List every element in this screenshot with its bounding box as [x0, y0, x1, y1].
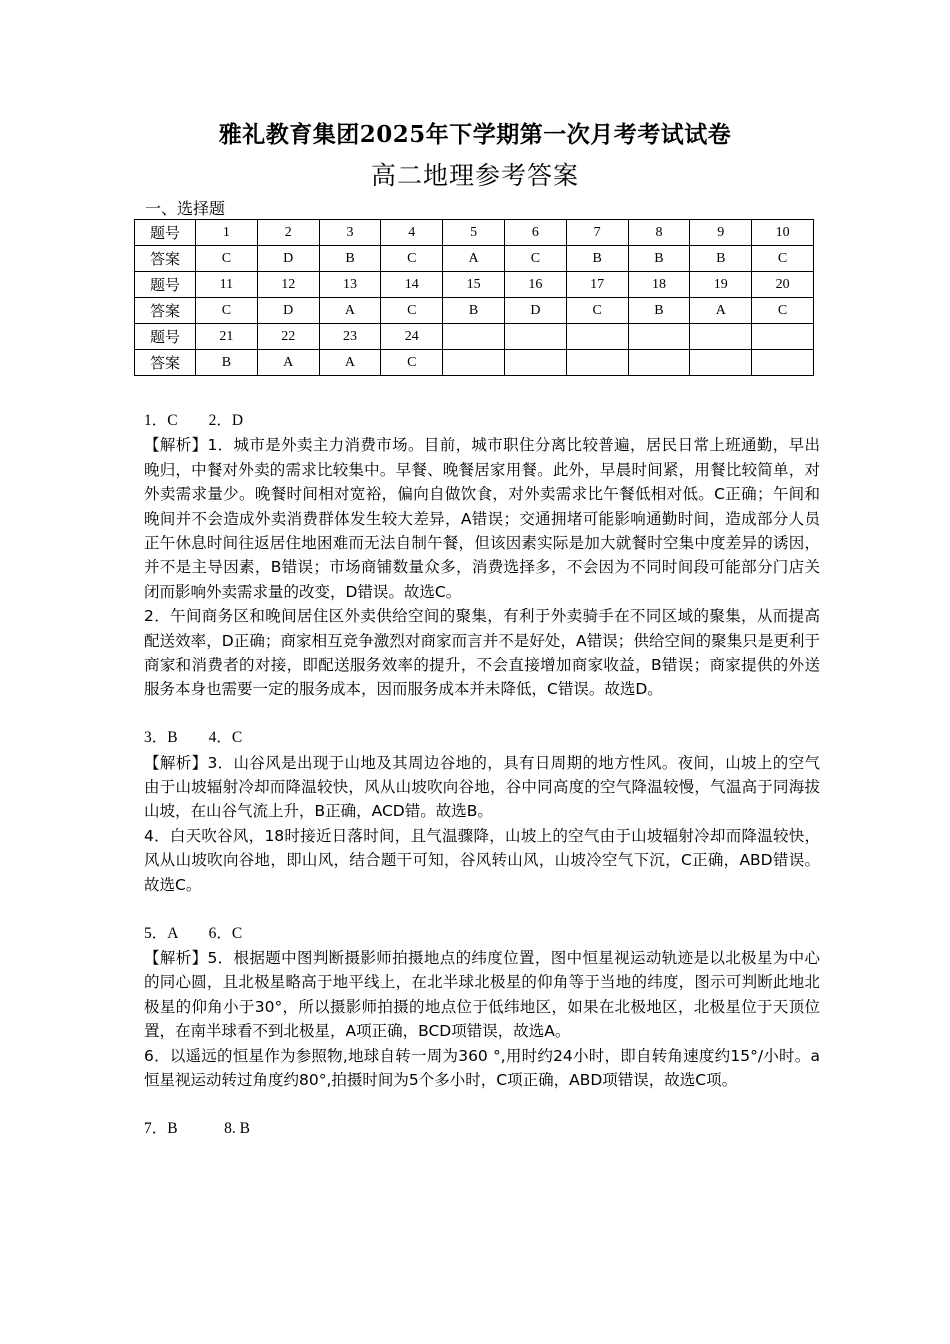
table-cell	[566, 324, 628, 350]
table-cell: B	[628, 298, 690, 324]
table-cell: B	[690, 246, 752, 272]
table-row	[135, 350, 814, 376]
table-cell: C	[752, 298, 814, 324]
table-row	[135, 246, 814, 272]
table-cell: 22	[257, 324, 319, 350]
table-cell: 7	[566, 220, 628, 246]
analysis-q1: 【解析】1．城市是外卖主力消费市场。目前，城市职住分离比较普遍，居民日常上班通勤，早出晚归，中餐对外卖的需求比较集中。早餐、晚餐居家用餐。此外，早晨时间紧，用餐比较简单，对外卖需求量少。晚餐时间相对宽裕，偏向自做饮食，对外卖需求比午餐低相对低。C正确；午间和晚间并不会造成外卖消费群体发生较大差异，A错误；交通拥堵可能影响通勤时间，造成部分人员正午休息时间往返居住地困难而无法自制午餐，但该因素实际是加大就餐时空集中度差异的诱因，并不是主导因素，B错误；市场商铺数量众多，消费选择多，不会因为不同时间段可能部分门店关闭而影响外卖需求量的改变，D错误。故选C。	[144, 436, 820, 601]
table-cell	[443, 350, 505, 376]
table-cell: 1	[196, 220, 258, 246]
table-cell: 17	[566, 272, 628, 298]
table-cell: B	[566, 246, 628, 272]
table-cell: A	[443, 246, 505, 272]
table-cell: 14	[381, 272, 443, 298]
table-cell: 21	[196, 324, 258, 350]
row-label: 答案	[135, 298, 196, 324]
answer-line-q3-q4: 3．B 4．C	[144, 729, 243, 747]
table-cell: 2	[257, 220, 319, 246]
table-row	[135, 324, 814, 350]
table-cell: A	[319, 350, 381, 376]
table-cell	[752, 324, 814, 350]
section-heading: 一、选择题	[145, 199, 226, 218]
table-cell: 23	[319, 324, 381, 350]
table-cell	[504, 350, 566, 376]
table-cell: A	[257, 350, 319, 376]
analysis-q6: 6．以遥远的恒星作为参照物,地球自转一周为360 °,用时约24小时，即自转角速度约15°/小时。a恒星视运动转过角度约80°,拍摄时间为5个多小时，C项正确，ABD项错误，故选C项。	[144, 1046, 820, 1089]
row-label: 答案	[135, 246, 196, 272]
table-cell: C	[504, 246, 566, 272]
table-cell: 3	[319, 220, 381, 246]
table-cell: D	[257, 246, 319, 272]
answer-line-q7-q8: 7．B 8. B	[144, 1119, 250, 1137]
table-cell: 6	[504, 220, 566, 246]
table-cell: B	[319, 246, 381, 272]
row-label: 题号	[135, 324, 196, 350]
table-cell	[443, 324, 505, 350]
table-cell: 5	[443, 220, 505, 246]
answer-line-q1-q2: 1．C 2．D	[144, 412, 244, 429]
table-cell	[690, 324, 752, 350]
table-row	[135, 220, 814, 246]
table-cell	[566, 350, 628, 376]
table-cell: C	[566, 298, 628, 324]
table-cell: B	[443, 298, 505, 324]
table-cell: 12	[257, 272, 319, 298]
row-label: 答案	[135, 350, 196, 376]
answer-explanations	[144, 409, 820, 1141]
table-cell: 15	[443, 272, 505, 298]
table-cell: 13	[319, 272, 381, 298]
table-cell	[628, 324, 690, 350]
table-cell: 8	[628, 220, 690, 246]
table-cell	[752, 350, 814, 376]
table-cell	[504, 324, 566, 350]
table-cell: 10	[752, 220, 814, 246]
table-cell: 19	[690, 272, 752, 298]
row-label: 题号	[135, 272, 196, 298]
table-cell: 4	[381, 220, 443, 246]
table-cell: D	[504, 298, 566, 324]
table-cell: 20	[752, 272, 814, 298]
table-cell: 16	[504, 272, 566, 298]
table-cell: C	[381, 298, 443, 324]
analysis-q3: 【解析】3．山谷风是出现于山地及其周边谷地的，具有日周期的地方性风。夜间，山坡上的空气由于山坡辐射冷却而降温较快，风从山坡吹向谷地，谷中同高度的空气降温较慢，气温高于同海拔山坡，在山谷气流上升，B正确，ACD错。故选B。	[144, 753, 820, 821]
answer-table	[134, 219, 814, 376]
table-cell	[690, 350, 752, 376]
table-cell: 18	[628, 272, 690, 298]
row-label: 题号	[135, 220, 196, 246]
table-cell: A	[319, 298, 381, 324]
table-cell: 24	[381, 324, 443, 350]
table-cell: A	[690, 298, 752, 324]
document-title: 雅礼教育集团2025年下学期第一次月考考试试卷	[218, 121, 732, 148]
table-row	[135, 272, 814, 298]
answer-line-q5-q6: 5．A 6．C	[144, 924, 243, 942]
document-subtitle: 高二地理参考答案	[370, 161, 579, 190]
table-cell: 11	[196, 272, 258, 298]
table-cell: C	[381, 246, 443, 272]
analysis-q5: 【解析】5．根据题中图判断摄影师拍摄地点的纬度位置，图中恒星视运动轨迹是以北极星为中心的同心圆，且北极星略高于地平线上，在北半球北极星的仰角等于当地的纬度，图示可判断此地北极星的仰角小于30°，所以摄影师拍摄的地点位于低纬地区，如果在北极地区，北极星位于天顶位置，在南半球看不到北极星，A项正确，BCD项错误，故选A。	[144, 948, 820, 1041]
table-cell: B	[196, 350, 258, 376]
analysis-q2: 2．午间商务区和晚间居住区外卖供给空间的聚集，有利于外卖骑手在不同区域的聚集，从而提高配送效率，D正确；商家相互竞争激烈对商家而言并不是好处，A错误；供给空间的聚集只是更利于商家和消费者的对接，即配送服务效率的提升，不会直接增加商家收益，B错误；商家提供的外送服务本身也需要一定的服务成本，因而服务成本并未降低，C错误。故选D。	[144, 607, 820, 699]
table-cell: B	[628, 246, 690, 272]
table-cell: 9	[690, 220, 752, 246]
table-cell: C	[752, 246, 814, 272]
table-cell: C	[381, 350, 443, 376]
table-cell: C	[196, 298, 258, 324]
table-cell: D	[257, 298, 319, 324]
analysis-q4: 4．白天吹谷风，18时接近日落时间，且气温骤降，山坡上的空气由于山坡辐射冷却而降温较快，风从山坡吹向谷地，即山风，结合题干可知，谷风转山风，山坡冷空气下沉，C正确，ABD错误。故选C。	[144, 826, 820, 894]
table-cell	[628, 350, 690, 376]
table-cell: C	[196, 246, 258, 272]
table-row	[135, 298, 814, 324]
